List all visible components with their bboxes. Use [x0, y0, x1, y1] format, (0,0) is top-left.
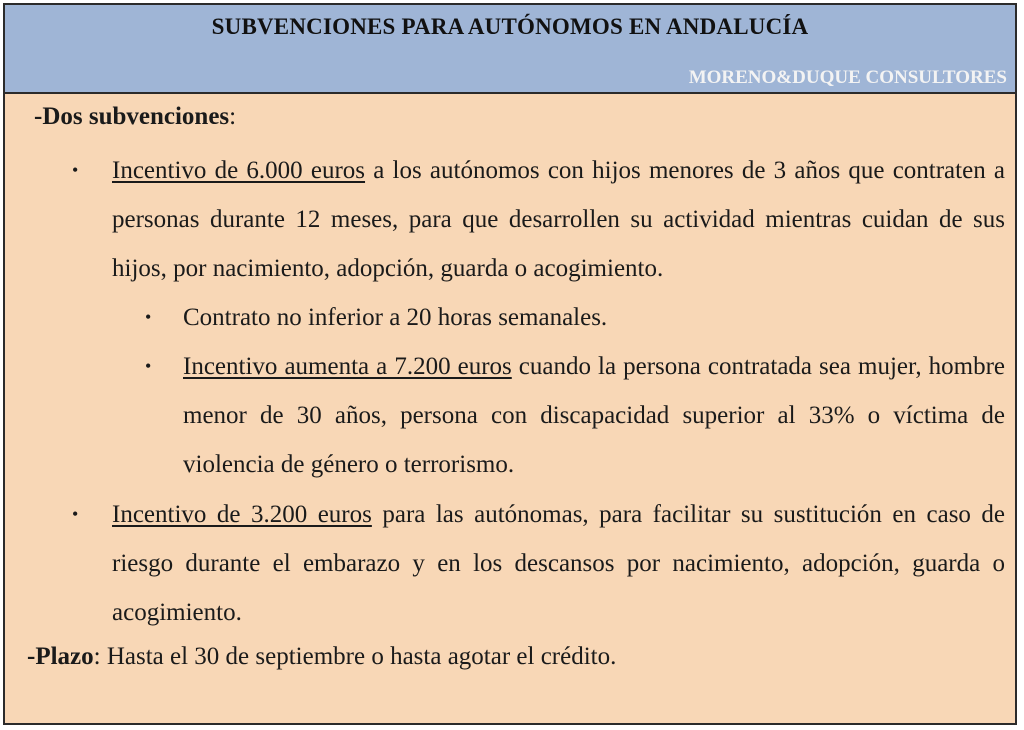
sub-bullet-icon: • [145, 307, 152, 327]
header-banner [5, 5, 1015, 94]
item-text: a los autónomos con hijos menores de 3 años que contraten a personas durante 12 meses, para que desarrollen su actividad mientras cuidan de sus hijos, por nacimiento, adopción, guarda o acogimiento. [112, 157, 1005, 282]
subitem-text: Contrato no inferior a 20 horas semanales. [183, 304, 608, 331]
bullet-icon: • [72, 504, 79, 524]
subitem-text: cuando la persona contratada sea mujer, hombre menor de 30 años, persona con discapacidad superior al 33% o víctima de violencia de género o terrorismo. [183, 353, 1005, 478]
item-highlight: Incentivo de 6.000 euros [112, 157, 366, 184]
bullet-icon: • [72, 160, 79, 180]
subitem-highlight: Incentivo aumenta a 7.200 euros [183, 353, 512, 380]
item-highlight: Incentivo de 3.200 euros [112, 501, 372, 528]
brand-name: MORENO&DUQUE CONSULTORES [688, 67, 1007, 88]
list-item [112, 490, 1005, 637]
sub-bullet-icon: • [145, 356, 152, 376]
intro-heading [34, 102, 236, 132]
deadline-line [27, 642, 616, 672]
sub-list-item [183, 293, 1005, 342]
deadline-text: : Hasta el 30 de septiembre o hasta agotar el crédito. [93, 643, 617, 670]
intro-label: -Dos subvenciones [34, 103, 230, 130]
intro-suffix: : [229, 103, 237, 130]
list-item [112, 146, 1005, 293]
deadline-label: -Plazo [27, 643, 94, 670]
document-frame [3, 3, 1017, 725]
page-title: SUBVENCIONES PARA AUTÓNOMOS EN ANDALUCÍA [211, 14, 809, 39]
sub-list-item [183, 342, 1005, 489]
item-text: para las autónomas, para facilitar su sustitución en caso de riesgo durante el embarazo y en los descansos por nacimiento, adopción, guarda o acogimiento. [112, 501, 1006, 626]
